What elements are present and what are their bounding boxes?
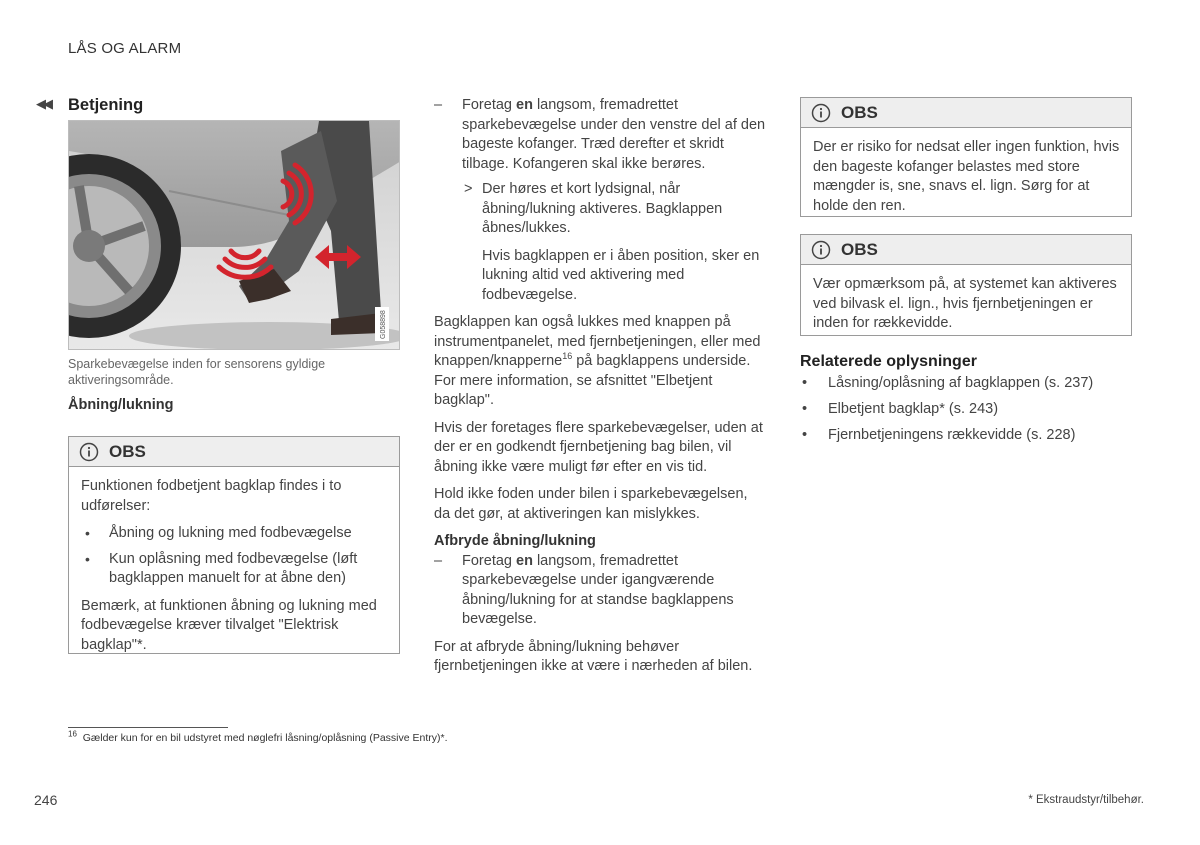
obs-box-left — [68, 436, 400, 654]
paragraph-foot-warning: Hold ikke foden under bilen i sparkebevægelsen, da det gør, at aktiveringen kan mislykkes. — [434, 486, 748, 522]
footnote-divider — [68, 727, 228, 728]
related-heading: Relaterede oplysninger — [800, 353, 977, 370]
related-link[interactable]: • Elbetjent bagklap* (s. 243) — [802, 401, 999, 417]
footnote: $^{16}$ Gælder kun for en bil udstyret med nøglefri låsning/oplåsning (Passive Entry)*. — [68, 729, 448, 744]
step-result: > Der høres et kort lydsignal, når åbning/lukning aktiveres. Bagklappen åbnes/lukkes. — [464, 181, 723, 236]
info-icon — [811, 103, 831, 123]
related-links — [800, 374, 1132, 452]
obs-header — [801, 235, 1131, 265]
related-link[interactable]: • Fjernbetjeningens rækkevidde (s. 228) — [802, 427, 1076, 443]
page-number: 246 — [34, 792, 58, 808]
info-icon — [79, 442, 99, 462]
accessory-note: * Ekstraudstyr/tilbehør. — [1028, 794, 1144, 806]
instructions-column — [434, 96, 766, 685]
footnote-ref[interactable]: 16 — [562, 351, 573, 362]
list-item: • Kun oplåsning med fodbevægelse (løft bagklappen manuelt for at åbne den) — [85, 550, 358, 586]
result-note: Hvis bagklappen er i åben position, sker en lukning altid ved aktivering med fodbevægelse. — [482, 247, 760, 303]
related-link[interactable]: • Låsning/oplåsning af bagklappen (s. 237) — [802, 375, 1094, 391]
section-title: LÅS OG ALARM — [68, 40, 182, 57]
figure-caption: Sparkebevægelse inden for sensorens gyldige aktiveringsområde. — [68, 357, 326, 387]
obs-box-right-2 — [800, 234, 1132, 336]
obs-text: Vær opmærksom på, at systemet kan aktiveres ved bilvask el. lign., hvis fjernbetjeningen er inden for rækkevidde. — [813, 276, 1117, 331]
obs-header — [801, 98, 1131, 128]
obs-label: OBS — [109, 441, 146, 461]
obs-intro: Funktionen fodbetjent bagklap findes i to udførelser: — [81, 478, 342, 514]
paragraph-remote-note: For at afbryde åbning/lukning behøver fjernbetjeningen ikke at være i nærheden af bilen. — [434, 638, 753, 674]
obs-label: OBS — [841, 102, 878, 122]
paragraph-close-options: Bagklappen kan også lukkes med knappen på instrumentpanelet, med fjernbetjeningen, eller med knappen/knapperne$^{16}$ på bagklappens underside. For mere information, se afsnittet "Elbetjent bagklap". — [434, 314, 761, 408]
instruction-step: – Foretag en langsom, fremadrettet sparkebevægelse under den venstre del af den bageste kofanger. Træd derefter et skridt tilbage. Kofangeren skal ikke berøres. — [434, 97, 766, 172]
subheading-opening-closing: Åbning/lukning — [68, 397, 174, 413]
kick-sensor-illustration — [68, 120, 400, 350]
obs-text: Der er risiko for nedsat eller ingen funktion, hvis den bageste kofanger belastes med store mængder is, sne, snavs el. lign. Sørg for at holde den ren. — [813, 139, 1120, 214]
list-item: • Åbning og lukning med fodbevægelse — [85, 525, 352, 541]
obs-bullet-list — [81, 524, 389, 589]
section-heading: Betjening — [68, 96, 144, 114]
paragraph-repeat-kicks: Hvis der foretages flere sparkebevægelser, uden at der er en godkendt fjernbetjening bag bilen, vil åbning ikke være muligt før efter en vis tid. — [434, 419, 763, 475]
obs-header — [69, 437, 399, 467]
subheading-interrupt: Afbryde åbning/lukning — [434, 533, 596, 549]
obs-box-right-1 — [800, 97, 1132, 217]
info-icon — [811, 240, 831, 260]
obs-note: Bemærk, at funktionen åbning og lukning med fodbevægelse kræver tilvalget "Elektrisk bagklap"*. — [81, 597, 377, 653]
obs-label: OBS — [841, 239, 878, 259]
instruction-step: – Foretag en langsom, fremadrettet sparkebevægelse under igangværende åbning/lukning for at standse bagklappens bevægelse. — [434, 552, 734, 627]
figure-code: G058898 — [380, 310, 387, 339]
double-chevron-left-icon[interactable]: ◀◀ — [36, 96, 50, 111]
